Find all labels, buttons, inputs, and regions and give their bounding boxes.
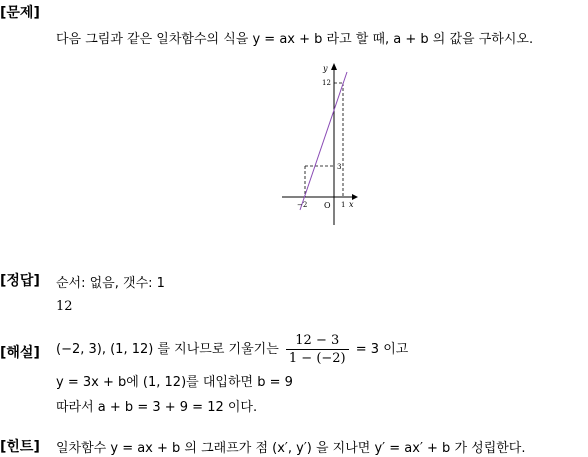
answer-value: 12: [56, 299, 73, 314]
linear-function-graph: [280, 62, 360, 227]
y-tick-3: 3: [337, 163, 342, 171]
y-axis-label: y: [323, 64, 328, 73]
origin-label: O: [324, 201, 331, 210]
explanation-line1: [56, 333, 408, 366]
slope-numerator: 12 − 3: [286, 333, 349, 350]
y-tick-12: 12: [322, 79, 331, 87]
x-tick-1: 1: [341, 201, 346, 209]
hint-tag: [힌트]: [0, 439, 40, 455]
explanation-line2: y = 3x + b에 (1, 12)를 대입하면 b = 9: [56, 375, 293, 390]
y-axis-arrow: [331, 63, 337, 70]
answer-order: 순서: 없음, 갯수: 1: [56, 276, 165, 291]
x-tick-neg2: −2: [297, 201, 308, 209]
function-line: [300, 72, 347, 210]
slope-intro: (−2, 3), (1, 12) 를 지나므로 기울기는: [56, 342, 279, 357]
slope-result: = 3 이고: [355, 342, 409, 357]
x-axis-label: x: [349, 200, 354, 209]
slope-fraction: [286, 333, 349, 366]
explanation-line3: 따라서 a + b = 3 + 9 = 12 이다.: [56, 400, 258, 415]
explanation-tag: [해설]: [0, 345, 40, 361]
problem-tag: [문제]: [0, 5, 40, 21]
problem-text: 다음 그림과 같은 일차함수의 식을 y = ax + b 라고 할 때, a + b 의 값을 구하시오.: [56, 32, 534, 47]
slope-denominator: 1 − (−2): [288, 351, 346, 366]
hint-text: 일차함수 y = ax + b 의 그래프가 점 (x′, y′) 을 지나면 y′ = ax′ + b 가 성립한다.: [56, 441, 526, 456]
answer-tag: [정답]: [0, 273, 40, 289]
